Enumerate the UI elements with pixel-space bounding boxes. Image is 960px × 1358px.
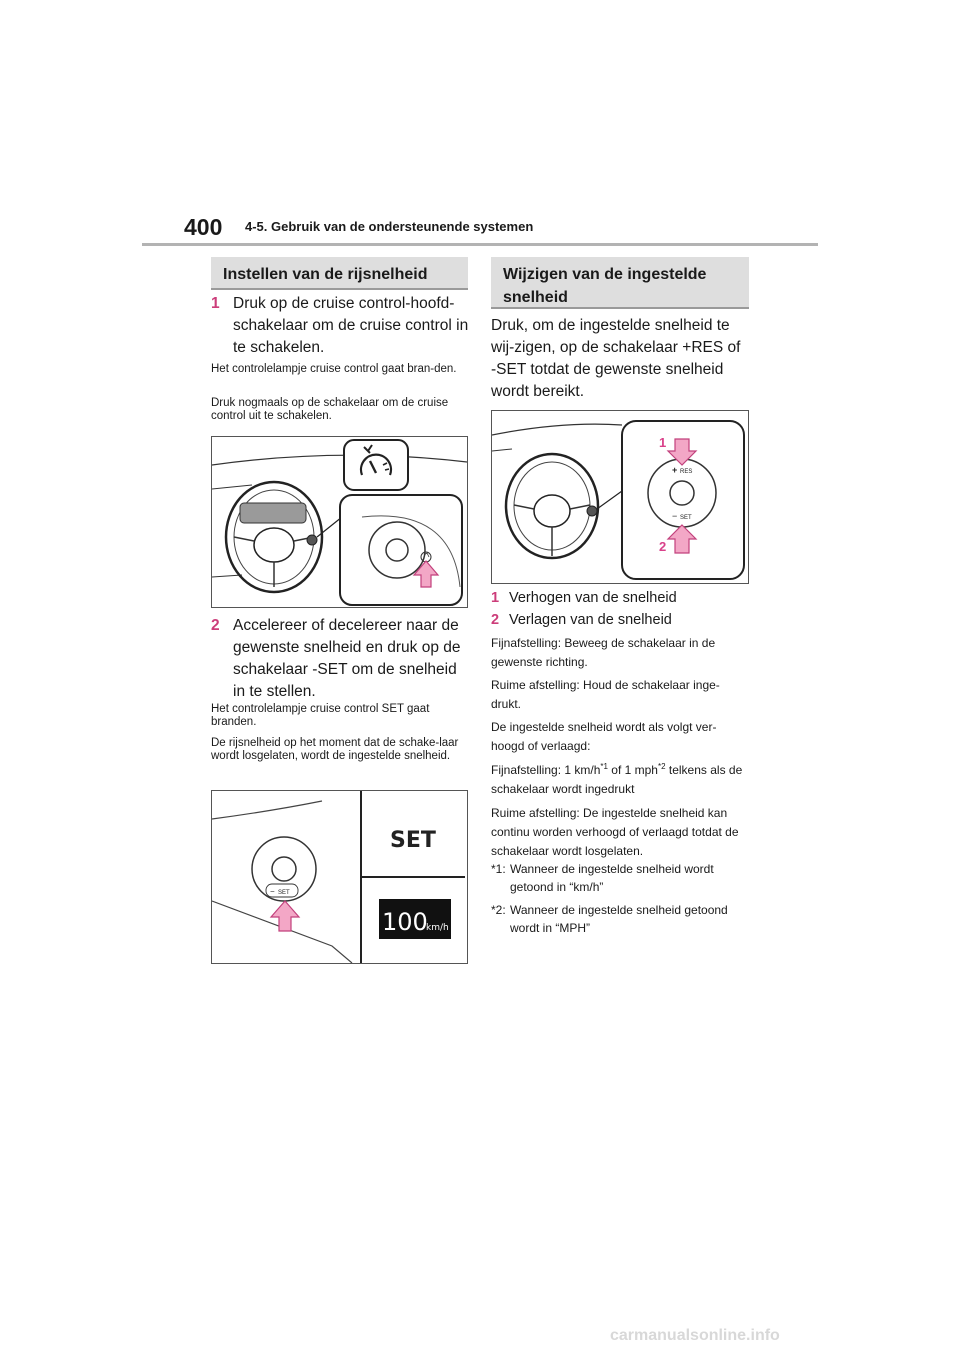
switch-minus-sign: − [270, 887, 275, 896]
figure-res-set-switch [491, 410, 749, 584]
res-plus-sign: + [672, 465, 678, 475]
set-display-illustration [212, 791, 467, 963]
set-label: SET [680, 515, 692, 521]
step-2-text: Accelereer of decelereer naar de gewenste snelheid en druk op de schakelaar -SET om de snelheid in te stellen. [233, 617, 461, 700]
res-set-switch-illustration [492, 411, 748, 583]
note-coarse-continuous: Ruime afstelling: De ingestelde snelheid kan continu worden verhoogd of verlaagd totdat de schakelaar wordt losgelaten. [491, 806, 739, 858]
note-coarse-adjust: Ruime afstelling: Houd de schakelaar inge-drukt. [491, 678, 720, 711]
press-arrow-icon [271, 901, 299, 931]
step-2-number: 2 [211, 617, 220, 634]
legend-item-2 [491, 610, 749, 630]
note-fine-increment [491, 761, 749, 799]
switch-set-label: SET [278, 890, 290, 896]
speed-display-value: 100 [382, 908, 428, 936]
heading-change-speed-line2: snelheid [503, 289, 568, 306]
watermark: carmanualsonline.info [610, 1327, 780, 1344]
footnote-2 [491, 901, 749, 937]
note-set-indicator: Het controlelampje cruise control SET gaat branden. [211, 703, 430, 728]
section-title: 4-5. Gebruik van de ondersteunende systemen [245, 219, 534, 234]
footnote-1 [491, 860, 749, 896]
step-1-number: 1 [211, 295, 220, 312]
legend-item-1 [491, 588, 749, 608]
footnote-ref-1: *1 [600, 762, 608, 771]
callout-2: 2 [659, 539, 667, 554]
footnote-ref-2: *2 [657, 762, 666, 771]
step-2 [211, 615, 469, 703]
switch-zoom-callout [340, 495, 462, 605]
footnote-2-mark: *2: [491, 903, 506, 917]
note-indicator-on: Het controlelampje cruise control gaat bran-den. [211, 363, 457, 375]
heading-set-speed-text: Instellen van de rijsnelheid [223, 266, 428, 283]
heading-change-speed-line1: Wijzigen van de ingestelde [503, 266, 707, 283]
cruise-indicator-callout [344, 440, 408, 490]
footnote-2-text: Wanneer de ingestelde snelheid getoond wordt in “MPH” [510, 903, 728, 935]
intro-text: Druk, om de ingestelde snelheid te wij-zigen, op de schakelaar +RES of -SET totdat de gewenste snelheid wordt bereikt. [491, 317, 741, 400]
set-minus-sign: − [672, 511, 678, 521]
step-1-text: Druk op de cruise control-hoofd-schakelaar om de cruise control in te schakelen. [233, 295, 469, 356]
fine-increment-text-a: Fijnafstelling: 1 km/h [491, 763, 601, 777]
fine-increment-text-c: telkens als de schakelaar wordt ingedrukt [491, 763, 743, 796]
heading-change-speed [491, 257, 749, 309]
res-label: RES [680, 469, 693, 475]
callout-1: 1 [659, 435, 667, 450]
note-switch-off: Druk nogmaals op de schakelaar om de cruise control uit te schakelen. [211, 397, 449, 422]
note-fine-adjust: Fijnafstelling: Beweeg de schakelaar in de gewenste richting. [491, 636, 716, 669]
legend-item-2-text: Verlagen van de snelheid [509, 612, 672, 628]
legend-item-1-number: 1 [491, 590, 500, 606]
heading-set-speed [211, 257, 468, 290]
footnote-1-text: Wanneer de ingestelde snelheid wordt getoond in “km/h” [510, 862, 714, 894]
figure-steering-main-switch [211, 436, 468, 608]
steering-main-switch-illustration [212, 437, 467, 607]
legend-item-1-text: Verhogen van de snelheid [509, 590, 677, 606]
footnote-1-mark: *1: [491, 862, 506, 876]
legend-item-2-number: 2 [491, 612, 500, 628]
set-display-text: SET [390, 828, 436, 853]
page-number: 400 [184, 214, 223, 240]
speed-display-unit: km/h [426, 923, 449, 933]
note-how-change: De ingestelde snelheid wordt als volgt ver-hoogd of verlaagd: [491, 720, 717, 753]
header-rule [142, 243, 818, 246]
fine-increment-text-b: of 1 mph [607, 763, 658, 777]
figure-set-display [211, 790, 468, 964]
note-set-speed-release: De rijsnelheid op het moment dat de schake-laar wordt losgelaten, wordt de ingestelde snelheid. [211, 737, 459, 762]
step-1 [211, 293, 469, 359]
